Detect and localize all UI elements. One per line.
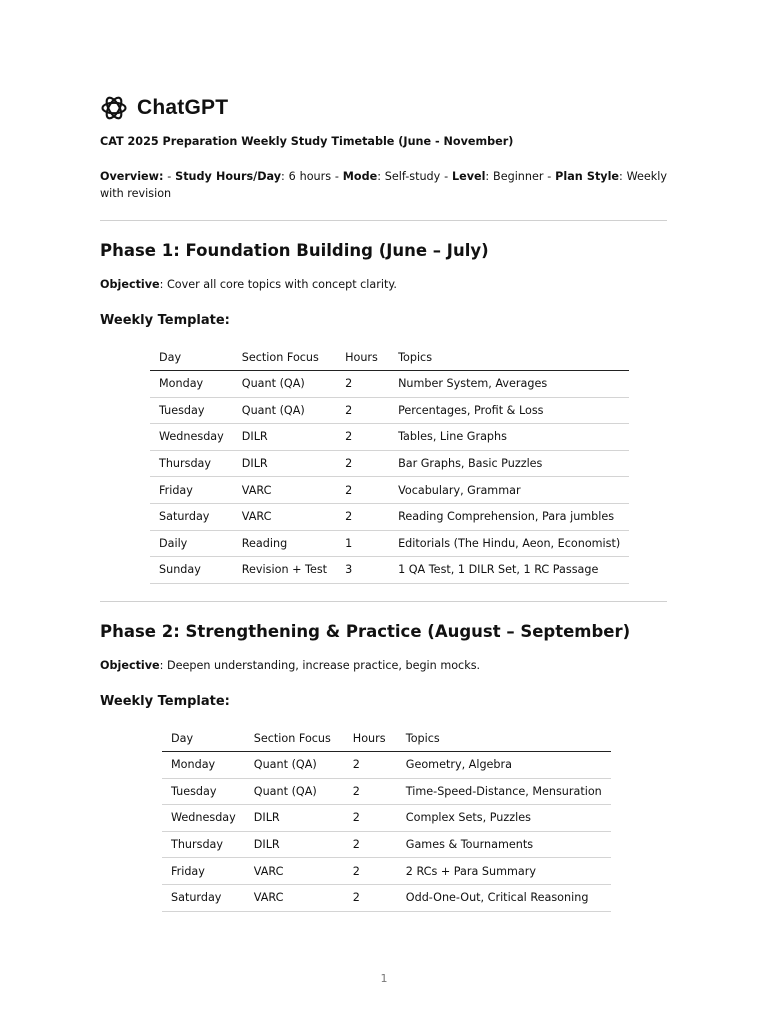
cell-section: Quant (QA)	[245, 752, 344, 779]
brand-header	[100, 94, 228, 122]
table-row	[150, 424, 629, 451]
cell-section: Revision + Test	[233, 557, 336, 584]
table-row	[150, 397, 629, 424]
cell-section: Reading	[233, 530, 336, 557]
document-title: CAT 2025 Preparation Weekly Study Timetable (June - November)	[100, 135, 514, 148]
cell-topics: Games & Tournaments	[397, 831, 611, 858]
objective-text: : Deepen understanding, increase practice, begin mocks.	[159, 659, 481, 672]
cell-day: Thursday	[150, 450, 233, 477]
table-row	[162, 831, 611, 858]
cell-section: VARC	[245, 884, 344, 911]
cell-day: Thursday	[162, 831, 245, 858]
column-header-hours: Hours	[344, 725, 397, 752]
cell-day: Friday	[150, 477, 233, 504]
cell-topics: Time-Speed-Distance, Mensuration	[397, 778, 611, 805]
column-header-section: Section Focus	[245, 725, 344, 752]
phase-1-template-heading: Weekly Template:	[100, 313, 230, 328]
objective-label: Objective	[100, 659, 160, 672]
cell-hours: 2	[344, 858, 397, 885]
table-row	[162, 884, 611, 911]
column-header-section: Section Focus	[233, 344, 336, 371]
cell-day: Wednesday	[150, 424, 233, 451]
brand-name: ChatGPT	[137, 96, 229, 119]
cell-hours: 2	[344, 884, 397, 911]
cell-day: Tuesday	[162, 778, 245, 805]
table-row	[162, 858, 611, 885]
cell-section: Quant (QA)	[233, 371, 336, 398]
table-row	[150, 477, 629, 504]
openai-logo-icon	[100, 94, 128, 122]
cell-topics: Odd-One-Out, Critical Reasoning	[397, 884, 611, 911]
cell-hours: 2	[344, 831, 397, 858]
cell-topics: 2 RCs + Para Summary	[397, 858, 611, 885]
table-row	[150, 450, 629, 477]
cell-day: Sunday	[150, 557, 233, 584]
section-divider	[100, 220, 667, 221]
cell-topics: 1 QA Test, 1 DILR Set, 1 RC Passage	[389, 557, 629, 584]
cell-section: DILR	[233, 450, 336, 477]
cell-topics: Geometry, Algebra	[397, 752, 611, 779]
cell-hours: 1	[336, 530, 389, 557]
overview-key-hours: Study Hours/Day	[175, 170, 282, 183]
cell-topics: Complex Sets, Puzzles	[397, 805, 611, 832]
overview-value-level: Beginner	[493, 170, 544, 183]
phase-2-heading: Phase 2: Strengthening & Practice (August – September)	[100, 622, 631, 641]
overview-label: Overview:	[100, 170, 164, 183]
cell-hours: 2	[336, 503, 389, 530]
cell-section: DILR	[245, 805, 344, 832]
cell-hours: 2	[336, 477, 389, 504]
cell-hours: 2	[336, 450, 389, 477]
table-row	[162, 778, 611, 805]
overview-value-style: Weekly with revision	[100, 170, 668, 200]
cell-section: Quant (QA)	[233, 397, 336, 424]
phase-1-table	[150, 344, 629, 584]
cell-hours: 2	[344, 805, 397, 832]
cell-section: VARC	[233, 477, 336, 504]
cell-hours: 2	[336, 397, 389, 424]
cell-day: Saturday	[150, 503, 233, 530]
phase-2-template-heading: Weekly Template:	[100, 694, 230, 709]
overview-separator: -	[547, 170, 552, 183]
cell-hours: 2	[344, 778, 397, 805]
table-row	[162, 805, 611, 832]
objective-text: : Cover all core topics with concept clarity.	[159, 278, 397, 291]
phase-1-objective	[100, 277, 397, 293]
cell-section: VARC	[233, 503, 336, 530]
page-number: 1	[380, 972, 388, 985]
cell-hours: 2	[344, 752, 397, 779]
cell-topics: Reading Comprehension, Para jumbles	[389, 503, 629, 530]
overview-separator: -	[167, 170, 172, 183]
cell-day: Daily	[150, 530, 233, 557]
cell-topics: Editorials (The Hindu, Aeon, Economist)	[389, 530, 629, 557]
column-header-day: Day	[150, 344, 233, 371]
overview-separator: -	[334, 170, 339, 183]
cell-topics: Number System, Averages	[389, 371, 629, 398]
overview-value-hours: 6 hours	[288, 170, 332, 183]
overview-separator: -	[444, 170, 449, 183]
column-header-topics: Topics	[397, 725, 611, 752]
table-header-row	[150, 344, 629, 371]
overview-paragraph: Overview: - Study Hours/Day: 6 hours - Mode: Self-study - Level: Beginner - Plan Style: Weekly with revision	[100, 170, 668, 200]
table-row	[162, 752, 611, 779]
cell-section: VARC	[245, 858, 344, 885]
phase-1-heading: Phase 1: Foundation Building (June – July)	[100, 241, 489, 260]
cell-hours: 2	[336, 371, 389, 398]
cell-section: Quant (QA)	[245, 778, 344, 805]
overview-key-mode: Mode	[342, 170, 378, 183]
cell-topics: Vocabulary, Grammar	[389, 477, 629, 504]
overview-value-mode: Self-study	[384, 170, 441, 183]
cell-day: Wednesday	[162, 805, 245, 832]
cell-topics: Percentages, Profit & Loss	[389, 397, 629, 424]
overview-key-level: Level	[451, 170, 486, 183]
table-row	[150, 503, 629, 530]
cell-hours: 3	[336, 557, 389, 584]
table-header-row	[162, 725, 611, 752]
phase-2-objective	[100, 658, 480, 674]
cell-day: Monday	[162, 752, 245, 779]
column-header-day: Day	[162, 725, 245, 752]
cell-day: Friday	[162, 858, 245, 885]
cell-day: Saturday	[162, 884, 245, 911]
column-header-topics: Topics	[389, 344, 629, 371]
overview-key-style: Plan Style	[555, 170, 620, 183]
table-row	[150, 557, 629, 584]
cell-topics: Bar Graphs, Basic Puzzles	[389, 450, 629, 477]
cell-hours: 2	[336, 424, 389, 451]
cell-day: Monday	[150, 371, 233, 398]
objective-label: Objective	[100, 278, 160, 291]
phase-2-table	[162, 725, 611, 912]
section-divider	[100, 601, 667, 602]
cell-section: DILR	[245, 831, 344, 858]
cell-day: Tuesday	[150, 397, 233, 424]
table-row	[150, 530, 629, 557]
cell-section: DILR	[233, 424, 336, 451]
cell-topics: Tables, Line Graphs	[389, 424, 629, 451]
column-header-hours: Hours	[336, 344, 389, 371]
table-row	[150, 371, 629, 398]
